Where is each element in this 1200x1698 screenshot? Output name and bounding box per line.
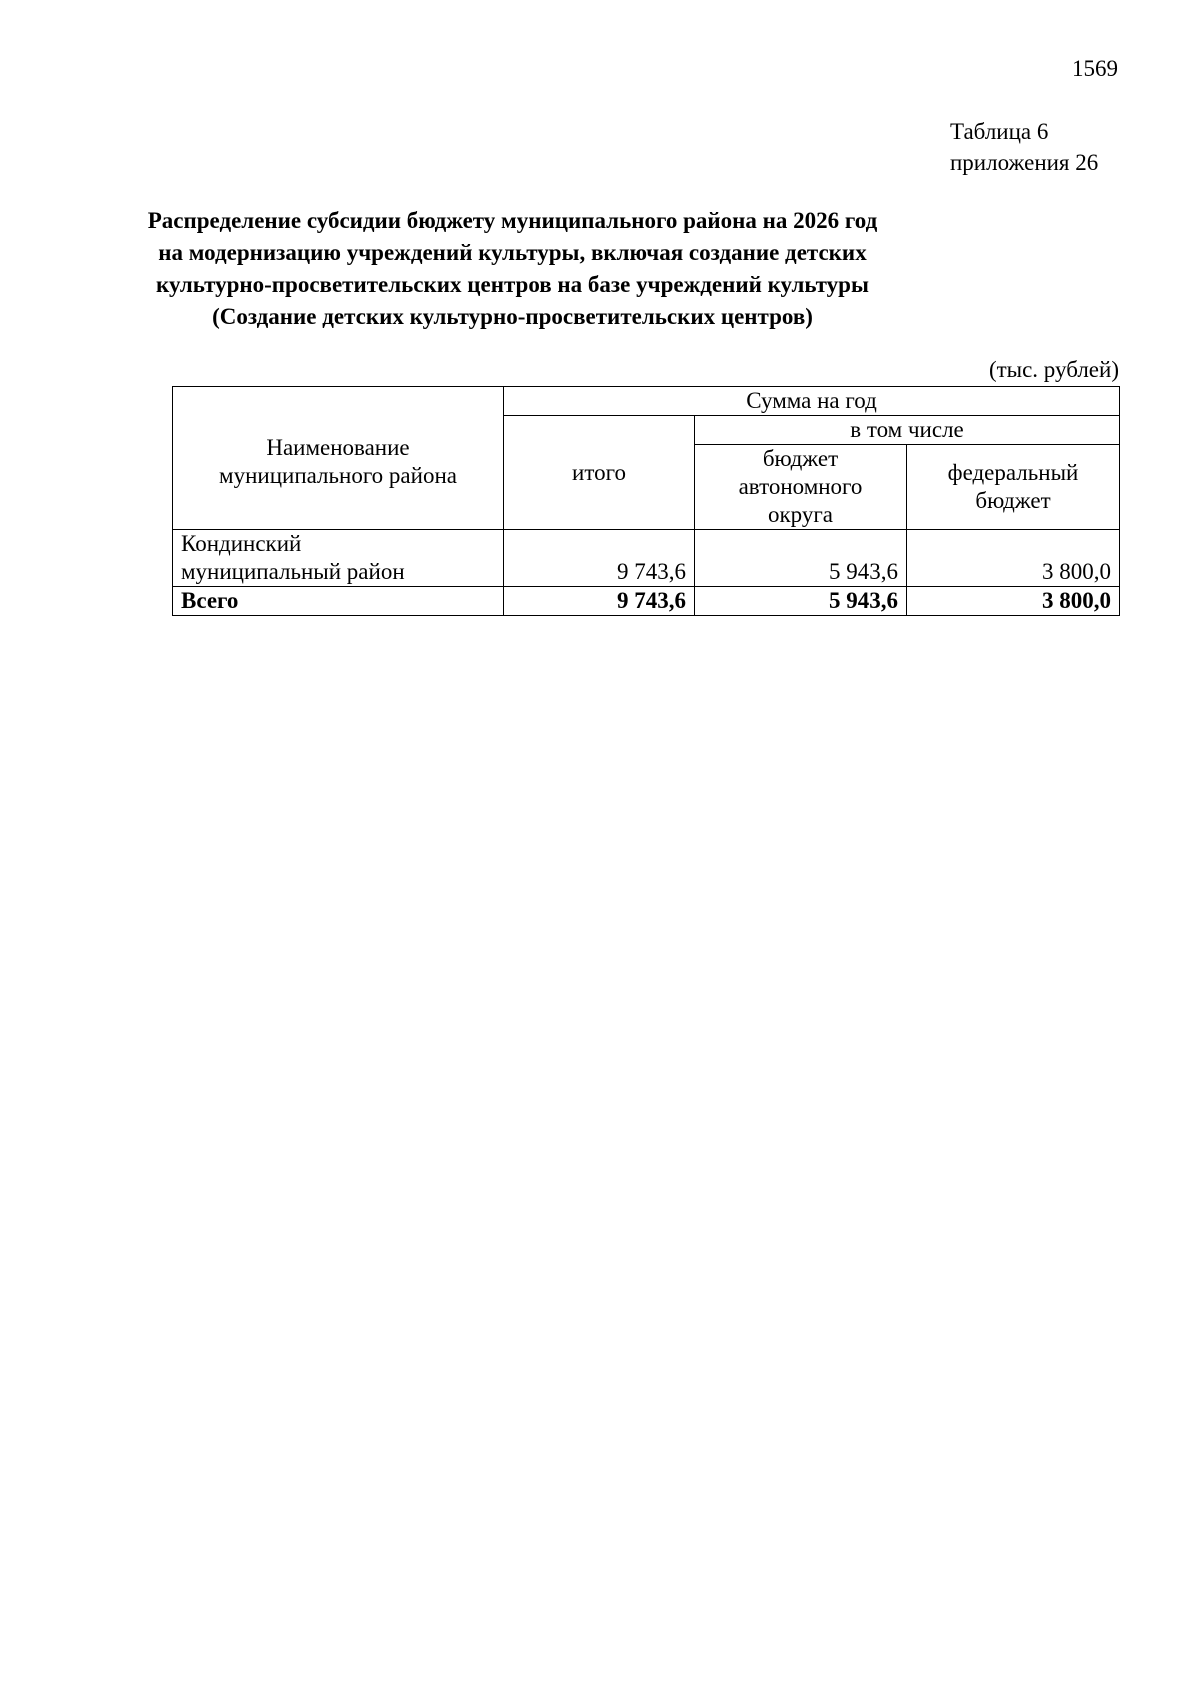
header-name <box>173 387 504 530</box>
document-title-line: (Создание детских культурно-просветительских центров) <box>212 304 813 329</box>
row-name-line: Кондинский <box>181 531 302 556</box>
row-name <box>173 530 504 587</box>
header-okrug-line: автономного <box>738 474 863 499</box>
row-total: 9 743,6 <box>504 530 695 587</box>
table-row <box>173 530 1120 587</box>
row-okrug: 5 943,6 <box>695 530 907 587</box>
header-name-line: муниципального района <box>219 463 457 488</box>
total-label: Всего <box>173 587 504 616</box>
table-caption <box>950 116 1098 178</box>
page-number: 1569 <box>1072 56 1118 81</box>
document-title-line: Распределение субсидии бюджету муниципального района на 2026 год <box>147 208 878 233</box>
header-total: итого <box>504 416 695 530</box>
units-label: (тыс. рублей) <box>988 357 1119 382</box>
total-okrug: 5 943,6 <box>695 587 907 616</box>
subsidy-distribution-table <box>172 386 1120 616</box>
document-title-line: на модернизацию учреждений культуры, включая создание детских <box>158 240 867 265</box>
total-total: 9 743,6 <box>504 587 695 616</box>
table-caption-line: приложения 26 <box>950 150 1099 175</box>
header-name-line: Наименование <box>266 435 410 460</box>
total-federal: 3 800,0 <box>907 587 1120 616</box>
header-federal-line: бюджет <box>975 488 1051 513</box>
header-including: в том числе <box>695 416 1120 445</box>
header-okrug-line: округа <box>767 502 833 527</box>
header-okrug-budget <box>695 445 907 530</box>
row-federal: 3 800,0 <box>907 530 1120 587</box>
document-title <box>0 205 1145 333</box>
header-okrug-line: бюджет <box>762 446 839 471</box>
table-caption-line: Таблица 6 <box>950 119 1049 144</box>
row-name-line: муниципальный район <box>181 559 405 584</box>
header-federal-line: федеральный <box>947 460 1079 485</box>
table-row-total <box>173 587 1120 616</box>
header-sum-per-year: Сумма на год <box>504 387 1120 416</box>
document-title-line: культурно-просветительских центров на базе учреждений культуры <box>156 272 869 297</box>
header-federal-budget <box>907 445 1120 530</box>
